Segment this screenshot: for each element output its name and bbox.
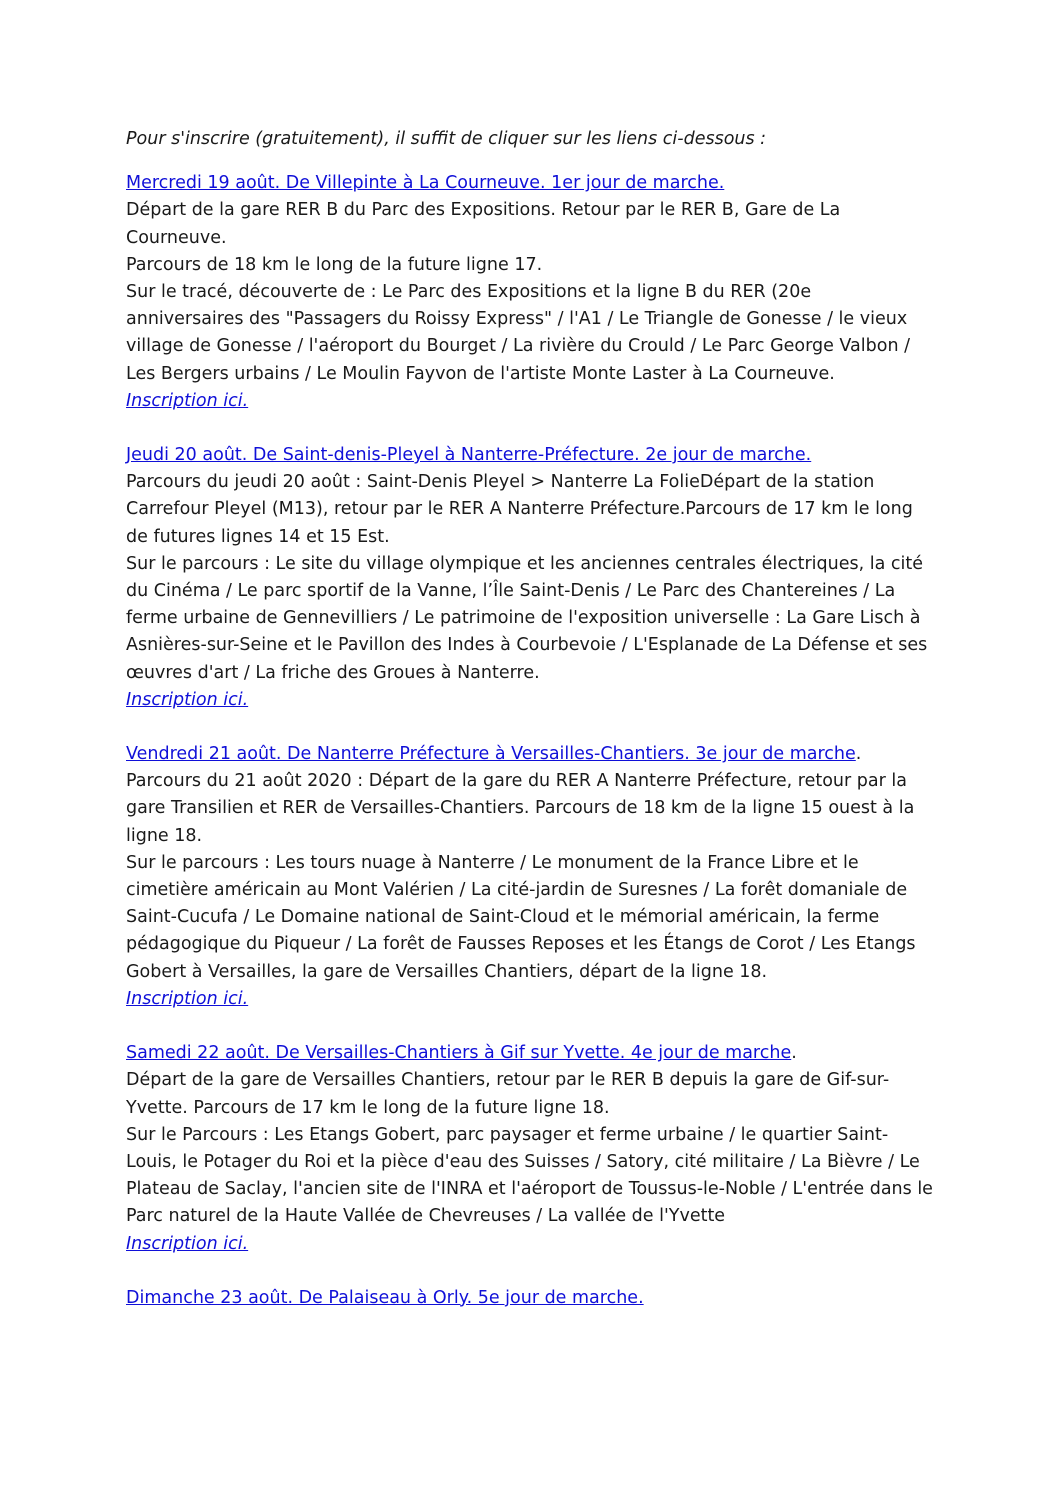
day-section-2 — [126, 442, 934, 714]
day-section-4 — [126, 1040, 934, 1258]
signup-line — [126, 388, 934, 415]
day-title-link-4[interactable]: Samedi 22 août. De Versailles-Chantiers à Gif sur Yvette. 4e jour de marche — [126, 1043, 792, 1064]
signup-link-2[interactable]: Inscription ici. — [126, 689, 249, 710]
signup-line — [126, 687, 934, 714]
intro-text: Pour s'inscrire (gratuitement), il suffit de cliquer sur les liens ci-dessous : — [126, 129, 767, 149]
day-title-line — [126, 1285, 934, 1312]
signup-line — [126, 986, 934, 1013]
day-title-line — [126, 170, 934, 197]
day-title-line — [126, 741, 934, 768]
day-title-suffix: . — [855, 744, 862, 765]
day-description-line: Sur le Parcours : Les Etangs Gobert, parc paysager et ferme urbaine / le quartier Saint-Louis, le Potager du Roi et la pièce d'eau des Suisses / Satory, cité militaire / La Bièvre / Le Plateau de Saclay, l'ancien site de l'INRA et l'aéroport de Toussus-le-Noble / L'entrée dans le Parc naturel de la Haute Vallée de Chevreuses / La vallée de l'Yvette — [126, 1124, 933, 1227]
day-section-5 — [126, 1285, 934, 1312]
signup-link-1[interactable]: Inscription ici. — [126, 390, 249, 411]
day-section-3 — [126, 741, 934, 1013]
day-description-line: Départ de la gare RER B du Parc des Expositions. Retour par le RER B, Gare de La Courneuve. — [126, 200, 841, 248]
signup-link-4[interactable]: Inscription ici. — [126, 1233, 249, 1254]
day-title-line — [126, 1040, 934, 1067]
day-description-line: Sur le parcours : Les tours nuage à Nanterre / Le monument de la France Libre et le cimetière américain au Mont Valérien / La cité-jardin de Suresnes / La forêt domaniale de Saint-Cucufa / Le Domaine national de Saint-Cloud et le mémorial américain, la ferme pédagogique du Piqueur / La forêt de Fausses Reposes et les Étangs de Corot / Les Etangs Gobert à Versailles, la gare de Versailles Chantiers, départ de la ligne 18. — [126, 852, 916, 982]
day-description-line: Parcours de 18 km le long de la future ligne 17. — [126, 254, 543, 275]
signup-link-3[interactable]: Inscription ici. — [126, 988, 249, 1009]
day-description-line: Sur le parcours : Le site du village olympique et les anciennes centrales électriques, la cité du Cinéma / Le parc sportif de la Vanne, l’Île Saint-Denis / Le Parc des Chantereines / La ferme urbaine de Gennevilliers / Le patrimoine de l'exposition universelle : La Gare Lisch à Asnières-sur-Seine et le Pavillon des Indes à Courbevoie / L'Esplanade de La Défense et ses œuvres d'art / La friche des Groues à Nanterre. — [126, 553, 928, 683]
day-title-line — [126, 442, 934, 469]
day-section-1 — [126, 170, 934, 415]
day-description-line: Parcours du jeudi 20 août : Saint-Denis Pleyel > Nanterre La FolieDépart de la station Carrefour Pleyel (M13), retour par le RER A Nanterre Préfecture.Parcours de 17 km le long de futures lignes 14 et 15 Est. — [126, 472, 913, 547]
day-description-line: Parcours du 21 août 2020 : Départ de la gare du RER A Nanterre Préfecture, retour par la gare Transilien et RER de Versailles-Chantiers. Parcours de 18 km de la ligne 15 ouest à la ligne 18. — [126, 771, 915, 846]
day-description-line: Sur le tracé, découverte de : Le Parc des Expositions et la ligne B du RER (20e anniversaires des "Passagers du Roissy Express" / l'A1 / Le Triangle de Gonesse / le vieux village de Gonesse / l'aéroport du Bourget / La rivière du Crould / Le Parc George Valbon / Les Bergers urbains / Le Moulin Fayvon de l'artiste Monte Laster à La Courneuve. — [126, 282, 910, 384]
day-title-suffix: . — [791, 1043, 797, 1064]
document-page — [126, 126, 934, 1339]
day-title-link-5[interactable]: Dimanche 23 août. De Palaiseau à Orly. 5e jour de marche. — [126, 1287, 644, 1308]
signup-line — [126, 1231, 934, 1258]
day-title-link-3[interactable]: Vendredi 21 août. De Nanterre Préfecture à Versailles-Chantiers. 3e jour de marche — [126, 744, 856, 765]
day-title-link-1[interactable]: Mercredi 19 août. De Villepinte à La Courneuve. 1er jour de marche. — [126, 173, 725, 194]
day-description-line: Départ de la gare de Versailles Chantiers, retour par le RER B depuis la gare de Gif-sur-Yvette. Parcours de 17 km le long de la future ligne 18. — [126, 1070, 890, 1118]
day-title-link-2[interactable]: Jeudi 20 août. De Saint-denis-Pleyel à Nanterre-Préfecture. 2e jour de marche. — [126, 445, 812, 466]
